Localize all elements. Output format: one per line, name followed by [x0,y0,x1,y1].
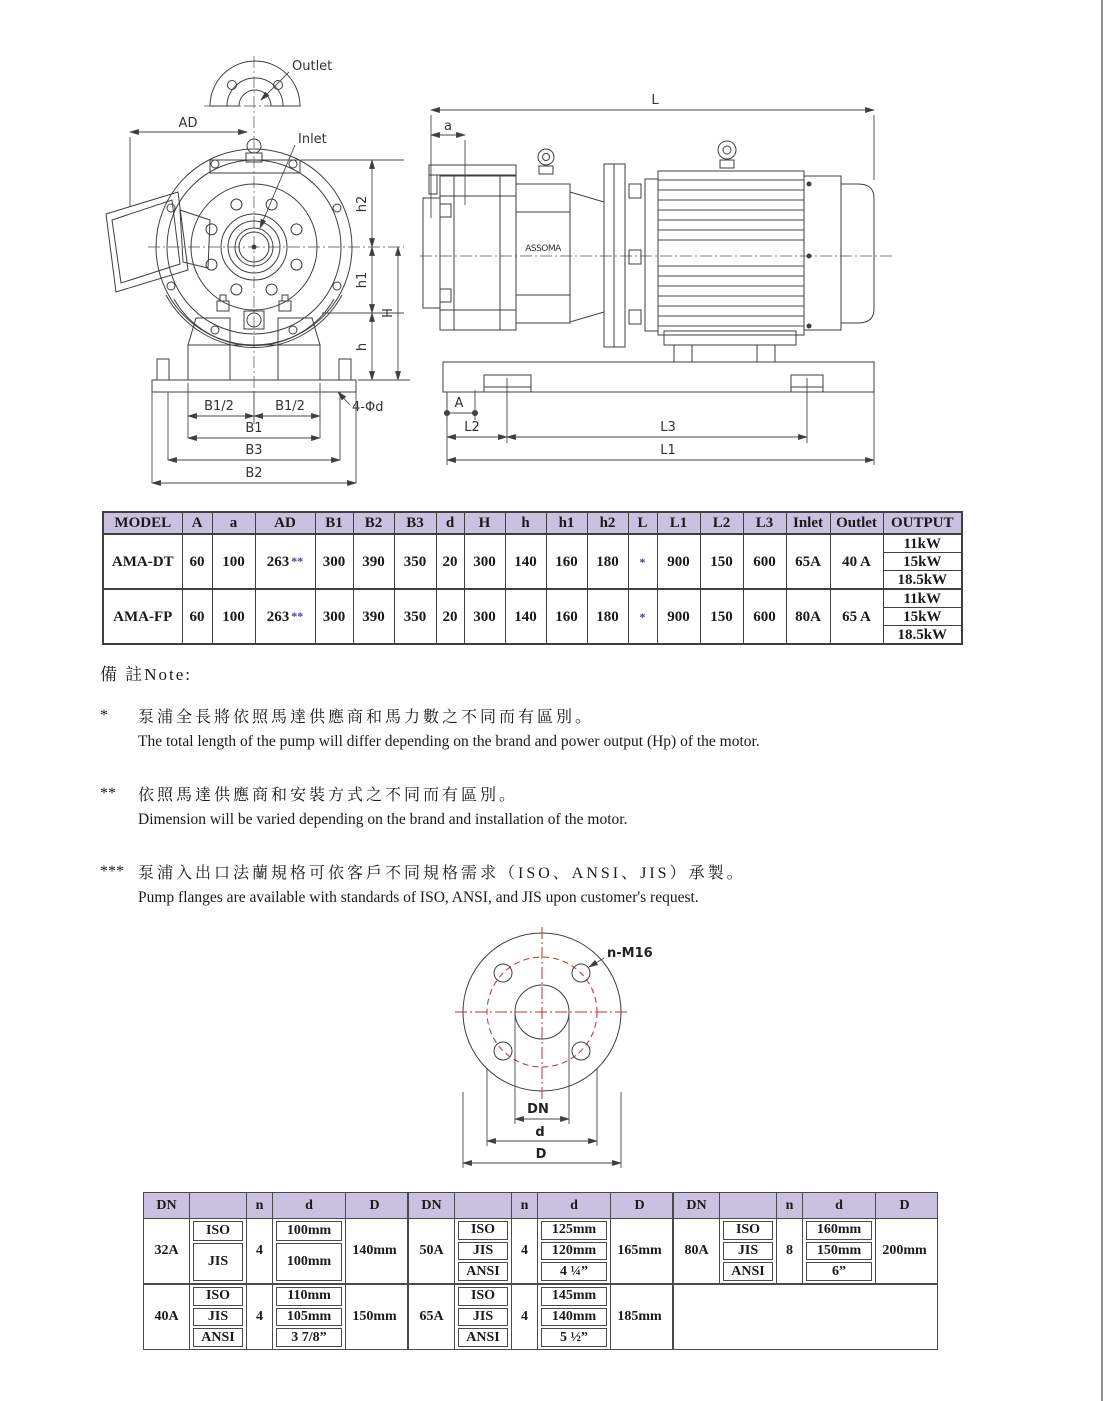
pump-side-view-drawing [418,85,898,470]
table-cell: 160 [546,589,587,644]
d-cell: 4 ¼” [541,1262,607,1281]
header-cell: L1 [657,512,700,534]
output-cell: 18.5kW [883,626,962,645]
n-cell: 4 [511,1219,537,1283]
output-cell: 15kW [883,608,962,626]
n-cell: 8 [776,1219,802,1283]
std-cell: ANSI [458,1262,508,1281]
table-cell: 300 [315,534,353,589]
table-row [103,589,962,608]
bolt-spec-label: n-M16 [607,946,653,961]
table-cell: 263 ** [255,534,315,589]
header-cell: d [537,1193,610,1218]
std-cell: JIS [193,1308,243,1327]
header-cell: A [182,512,212,534]
note-text-zh: 依照馬達供應商和安裝方式之不同而有區別。 [138,787,519,804]
header-cell: D [610,1193,668,1218]
dn-dim-label: DN [527,1102,549,1117]
table-cell: 65 A [830,589,883,644]
flange-table-empty-row [674,1283,937,1349]
header-cell: d [436,512,464,534]
note-item [100,705,1040,754]
header-cell: DN [421,1197,442,1213]
header-cell: OUTPUT [883,512,962,534]
footnote-star: ** [291,553,304,568]
std-cell: JIS [723,1242,773,1261]
header-cell: h1 [546,512,587,534]
table-cell: 350 [394,534,436,589]
header-cell: DN [686,1197,707,1213]
flange-table-row [409,1219,672,1283]
flange-table-group [143,1192,408,1350]
std-cell: ANSI [458,1328,508,1347]
b1-dim-label: B1 [245,421,263,436]
d-cell: 105mm [276,1308,342,1327]
A-dim-label: A [454,396,464,411]
d-cell: 3 7/8” [276,1328,342,1347]
table-cell: 140 [505,589,546,644]
note-marker: *** [100,863,124,880]
L2-dim-label: L2 [464,420,480,435]
junction-box-shape [106,192,210,292]
std-cell: JIS [193,1243,243,1281]
flange-table-row [144,1219,407,1283]
bolt-holes-label: 4-Φd [352,400,384,415]
table-cell: 150 [700,534,743,589]
table-cell: 180 [587,589,628,644]
table-cell: 300 [464,589,505,644]
table-cell: 60 [182,534,212,589]
flange-table-group [408,1192,673,1350]
h1-dim-label: h1 [355,271,370,289]
header-cell [189,1193,246,1218]
h-dim-label: h [355,342,370,352]
d-cell: 110mm [276,1287,342,1306]
d-cell: 100mm [276,1243,342,1281]
table-cell: 600 [743,534,786,589]
b3-dim-label: B3 [245,443,263,458]
header-cell: n [776,1193,802,1218]
b2-dim-label: B2 [245,466,263,481]
header-cell: Inlet [786,512,830,534]
L3-dim-label: L3 [660,420,676,435]
header-cell: L2 [700,512,743,534]
base-frame-shape [443,362,874,392]
output-cell: 15kW [883,553,962,571]
table-cell: 100 [212,589,255,644]
flange-table-header [674,1193,937,1219]
a-dim-label: a [444,119,452,134]
footnote-star-cell: * [628,589,657,644]
notes-section [100,660,1040,939]
D-cell: 150mm [345,1285,403,1349]
table-cell: 20 [436,534,464,589]
flange-table-header [409,1193,672,1219]
flange-table-header [144,1193,407,1219]
header-cell: L [628,512,657,534]
header-cell: D [875,1193,933,1218]
d-cell: 140mm [541,1308,607,1327]
model-cell: AMA-DT [103,534,182,589]
flange-dimension-tables [143,1192,938,1350]
header-cell: MODEL [103,512,182,534]
table-cell: 263 ** [255,589,315,644]
table-cell: 600 [743,589,786,644]
flange-table-row [144,1283,407,1349]
b1half-left-label: B1/2 [204,399,234,414]
table-cell: 390 [353,534,394,589]
flange-table-row [409,1283,672,1349]
dn-cell: 65A [419,1309,444,1324]
flange-table-group [673,1192,938,1350]
table-header-row [103,512,962,534]
table-cell: 65A [786,534,830,589]
L-dim-label: L [651,93,659,108]
table-cell: 140 [505,534,546,589]
std-cell: ANSI [723,1262,773,1281]
header-cell: AD [255,512,315,534]
std-cell: ISO [458,1287,508,1306]
note-item [100,861,1040,910]
outlet-flange-shape [210,61,300,106]
dn-cell: 40A [154,1309,179,1324]
table-cell: 900 [657,534,700,589]
header-cell: n [246,1193,272,1218]
D-cell: 200mm [875,1219,933,1283]
table-cell: 180 [587,534,628,589]
header-cell: d [802,1193,875,1218]
dn-cell: 80A [684,1243,709,1258]
note-text-en: The total length of the pump will differ depending on the brand and power output (Hp) of the motor. [138,733,760,750]
n-cell: 4 [246,1219,272,1283]
std-cell: JIS [458,1308,508,1327]
d-cell: 5 ½” [541,1328,607,1347]
std-cell: ISO [458,1221,508,1240]
d-cell: 145mm [541,1287,607,1306]
header-cell: H [464,512,505,534]
d-cell: 120mm [541,1242,607,1261]
d-cell: 160mm [806,1221,872,1240]
header-cell [719,1193,776,1218]
d-dim-label: d [535,1125,545,1140]
d-cell: 150mm [806,1242,872,1261]
D-cell: 140mm [345,1219,403,1283]
motor-shape [645,141,874,362]
notes-heading: 備 註Note: [100,665,193,684]
d-cell: 125mm [541,1221,607,1240]
std-cell: ANSI [193,1328,243,1347]
note-item [100,783,1040,832]
outlet-label: Outlet [292,59,333,74]
n-cell: 4 [246,1285,272,1349]
h2-dim-label: h2 [355,195,370,213]
header-cell: a [212,512,255,534]
note-marker: ** [100,785,116,802]
table-cell: 40 A [830,534,883,589]
table-cell: 100 [212,534,255,589]
output-cell: 18.5kW [883,571,962,590]
flange-table-row [674,1219,937,1283]
header-cell: n [511,1193,537,1218]
table-cell: 20 [436,589,464,644]
table-cell: 60 [182,589,212,644]
header-cell: d [272,1193,345,1218]
header-cell: h2 [587,512,628,534]
header-cell: h [505,512,546,534]
header-cell [454,1193,511,1218]
L1-dim-label: L1 [660,443,676,458]
table-cell: 390 [353,589,394,644]
header-cell: L3 [743,512,786,534]
n-cell: 4 [511,1285,537,1349]
page-border [1101,0,1103,1401]
table-cell: 80A [786,589,830,644]
D-cell: 165mm [610,1219,668,1283]
header-cell: B2 [353,512,394,534]
std-cell: ISO [193,1221,243,1241]
note-text-en: Dimension will be varied depending on the brand and installation of the motor. [138,811,628,828]
dimension-table [102,511,963,645]
footnote-star: ** [291,608,304,623]
header-cell: D [345,1193,403,1218]
header-cell: B3 [394,512,436,534]
flange-drawing [428,920,678,1175]
header-cell: B1 [315,512,353,534]
D-cell: 185mm [610,1285,668,1349]
inlet-label: Inlet [298,132,327,147]
note-text-en: Pump flanges are available with standards of ISO, ANSI, and JIS upon customer's request. [138,889,699,906]
header-cell: DN [156,1197,177,1213]
model-cell: AMA-FP [103,589,182,644]
b1half-right-label: B1/2 [275,399,305,414]
table-row [103,534,962,553]
D-dim-label: D [535,1147,547,1162]
table-cell: 300 [315,589,353,644]
output-cell: 11kW [883,534,962,553]
H-dim-label: H [381,308,396,318]
ad-dim-label: AD [178,116,198,131]
std-cell: JIS [458,1242,508,1261]
output-cell: 11kW [883,589,962,608]
brand-label: ASSOMA [525,244,561,254]
note-marker: * [100,707,108,724]
d-cell: 6” [806,1262,872,1281]
dn-cell: 50A [419,1243,444,1258]
std-cell: ISO [723,1221,773,1240]
pump-front-view-drawing [70,30,415,495]
table-cell: 150 [700,589,743,644]
table-cell: 160 [546,534,587,589]
note-text-zh: 泵浦入出口法蘭規格可依客戶不同規格需求（ISO、ANSI、JIS）承製。 [138,865,746,882]
footnote-star-cell: * [628,534,657,589]
d-cell: 100mm [276,1221,342,1241]
dn-cell: 32A [154,1243,179,1258]
table-cell: 900 [657,589,700,644]
table-cell: 350 [394,589,436,644]
note-text-zh: 泵浦全長將依照馬達供應商和馬力數之不同而有區別。 [138,709,595,726]
std-cell: ISO [193,1287,243,1306]
header-cell: Outlet [830,512,883,534]
table-cell: 300 [464,534,505,589]
